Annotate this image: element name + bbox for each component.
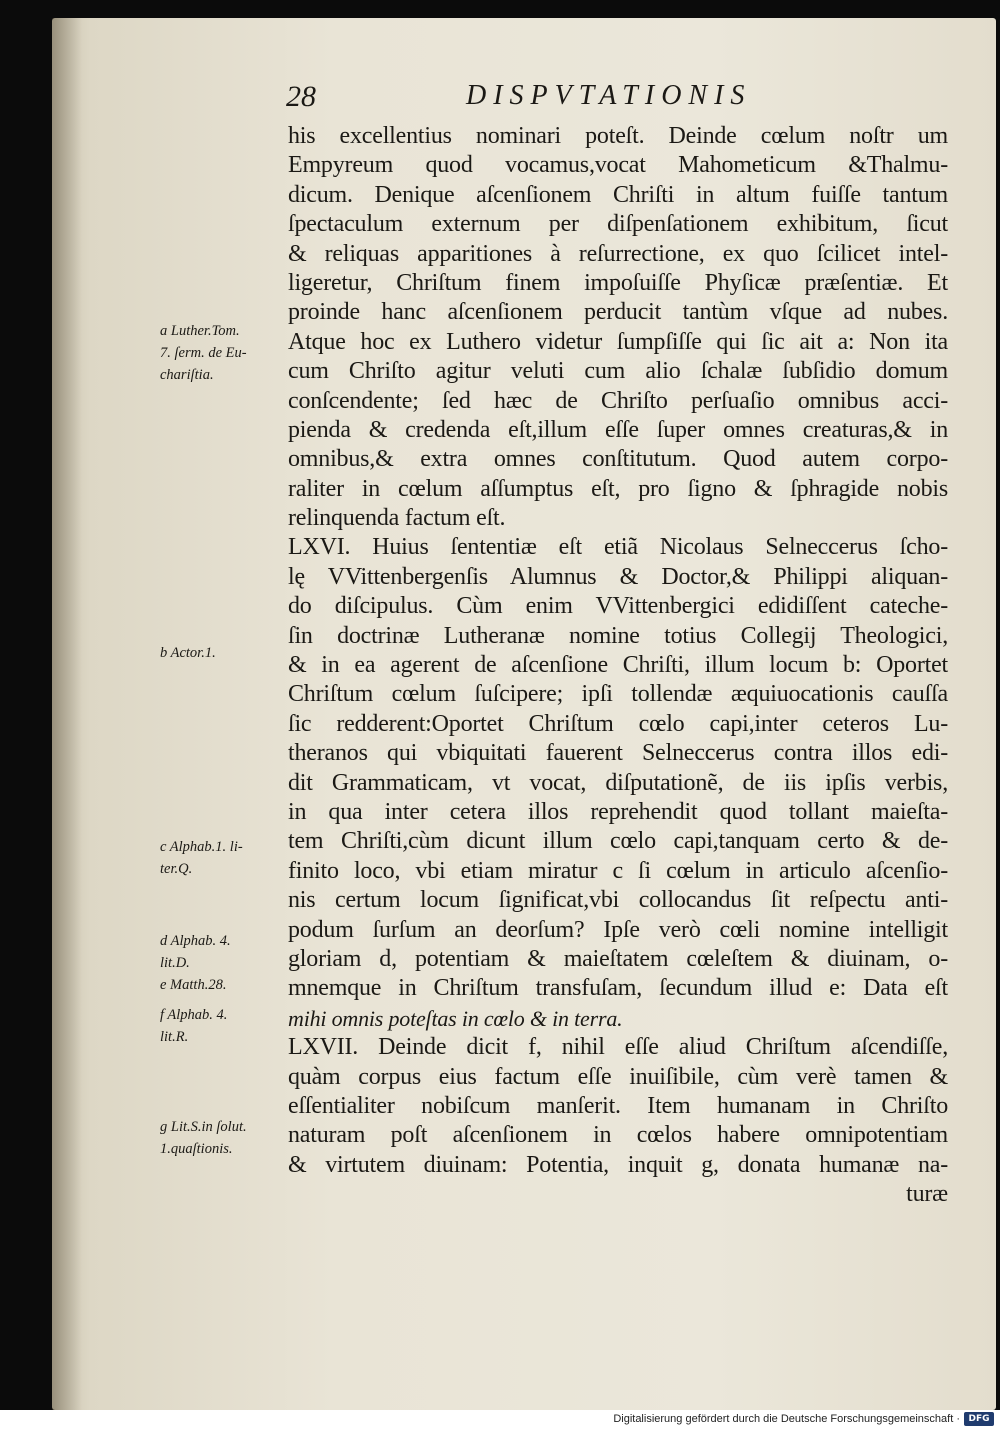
margin-note: d Alphab. 4. xyxy=(160,933,231,949)
margin-note: ter.Q. xyxy=(160,861,193,877)
text-line: lę VVittenbergenſis Alumnus & Doctor,& Philippi aliquan- xyxy=(288,563,948,590)
margin-note: 1.quaſtionis. xyxy=(160,1141,233,1157)
text-line: Atque hoc ex Luthero videtur ſumpſiſſe qui ſic ait a: Non ita xyxy=(288,328,948,355)
body-text xyxy=(288,122,948,1209)
footer-bar xyxy=(0,1410,1000,1429)
margin-note: b Actor.1. xyxy=(160,645,216,661)
text-line: ligeretur, Chriſtum finem impoſuiſſe Phyſicæ præſentiæ. Et xyxy=(288,269,948,296)
text-line: in qua inter cetera illos reprehendit quod tollant maieſta- xyxy=(288,798,948,825)
text-line: dicum. Denique aſcenſionem Chriſti in altum fuiſſe tantum xyxy=(288,181,948,208)
text-line: raliter in cœlum aſſumptus eſt, pro ſigno & ſphragide nobis xyxy=(288,475,948,502)
text-line: finito loco, vbi etiam miratur c ſi cœlum in articulo aſcenſio- xyxy=(288,857,948,884)
text-line: conſcendente; ſed hæc de Chriſto perſuaſio omnibus acci- xyxy=(288,387,948,414)
running-head xyxy=(286,80,966,120)
text-line: LXVII. Deinde dicit f, nihil eſſe aliud Chriſtum aſcendiſſe, xyxy=(288,1034,948,1061)
text-line: relinquenda factum eſt. xyxy=(288,505,506,532)
text-line: & in ea agerent de aſcenſione Chriſti, illum locum b: Oportet xyxy=(288,652,948,679)
text-line: & virtutem diuinam: Potentia, inquit g, donata humanæ na- xyxy=(288,1151,948,1178)
margin-note: g Lit.S.in ſolut. xyxy=(160,1119,247,1135)
running-title: DISPVTATIONIS xyxy=(466,80,752,111)
text-line: pienda & credenda eſt,illum eſſe ſuper omnes creaturas,& in xyxy=(288,416,948,443)
text-line: omnibus,& extra omnes conſtitutum. Quod autem corpo- xyxy=(288,446,948,473)
text-line: tem Chriſti,cùm dicunt illum cœlo capi,tanquam certo & de- xyxy=(288,828,948,855)
text-line: Chriſtum cœlum ſuſcipere; ipſi tollendæ æquiuocationis cauſſa xyxy=(288,681,948,708)
text-line: his excellentius nominari poteſt. Deinde cœlum noſtr um xyxy=(288,123,948,149)
text-line: dit Grammaticam, vt vocat, diſputationẽ, de iis ipſis verbis, xyxy=(288,769,948,796)
text-line: eſſentialiter nobiſcum manſerit. Item humanam in Chriſto xyxy=(288,1092,948,1119)
margin-note: 7. ſerm. de Eu- xyxy=(160,345,247,361)
margin-notes xyxy=(160,0,288,1200)
text-line: & reliquas apparitiones à reſurrectione, ex quo ſcilicet intel- xyxy=(288,240,948,267)
text-line: quàm corpus eius factum eſſe inuiſibile, cùm verè tamen & xyxy=(288,1063,948,1090)
margin-note: f Alphab. 4. xyxy=(160,1007,228,1023)
text-line: gloriam d, potentiam & maieſtatem cœleſtem & diuinam, o- xyxy=(288,945,948,972)
text-line: mnemque in Chriſtum transfuſam, ſecundum illud e: Data eſt xyxy=(288,975,948,1002)
text-line: nis certum locum ſignificat,vbi collocandus ſit reſpectu anti- xyxy=(288,887,948,914)
margin-note: a Luther.Tom. xyxy=(160,323,240,339)
margin-note: lit.R. xyxy=(160,1029,189,1045)
text-line: Empyreum quod vocamus,vocat Mahometicum &Thalmu- xyxy=(288,152,948,179)
text-line: podum ſurſum an deorſum? Ipſe verò cœli nomine intelligit xyxy=(288,916,948,943)
text-line: proinde hanc aſcenſionem perducit tantùm vſque ad nubes. xyxy=(288,299,948,326)
catchword: turæ xyxy=(906,1181,948,1208)
text-line: mihi omnis poteſtas in cœlo & in terra. xyxy=(288,1005,623,1031)
margin-note: chariſtia. xyxy=(160,367,214,383)
text-line: theranos qui vbiquitati fauerent Selneccerus contra illos edi- xyxy=(288,740,948,767)
digitization-credit: Digitalisierung gefördert durch die Deutsche Forschungsgemeinschaft · xyxy=(613,1413,960,1425)
gutter-shadow xyxy=(52,18,82,1410)
margin-note: e Matth.28. xyxy=(160,977,227,993)
dfg-logo-icon: DFG xyxy=(964,1412,994,1426)
text-line: naturam poſt aſcenſionem in cœlos habere omnipotentiam xyxy=(288,1122,948,1149)
text-line: ſpectaculum externum per diſpenſationem exhibitum, ſicut xyxy=(288,211,948,238)
text-line: do diſcipulus. Cùm enim VVittenbergici edidiſſent cateche- xyxy=(288,593,948,620)
page-number: 28 xyxy=(286,80,316,113)
text-line: LXVI. Huius ſententiæ eſt etiã Nicolaus Selneccerus ſcho- xyxy=(288,534,948,561)
text-line: ſin doctrinæ Lutheranæ nomine totius Collegij Theologici, xyxy=(288,622,948,649)
text-line: cum Chriſto agitur veluti cum alio ſchalæ ſubſidio domum xyxy=(288,358,948,385)
text-line: ſic redderent:Oportet Chriſtum cœlo capi,inter ceteros Lu- xyxy=(288,710,948,737)
margin-note: c Alphab.1. li- xyxy=(160,839,243,855)
margin-note: lit.D. xyxy=(160,955,190,971)
